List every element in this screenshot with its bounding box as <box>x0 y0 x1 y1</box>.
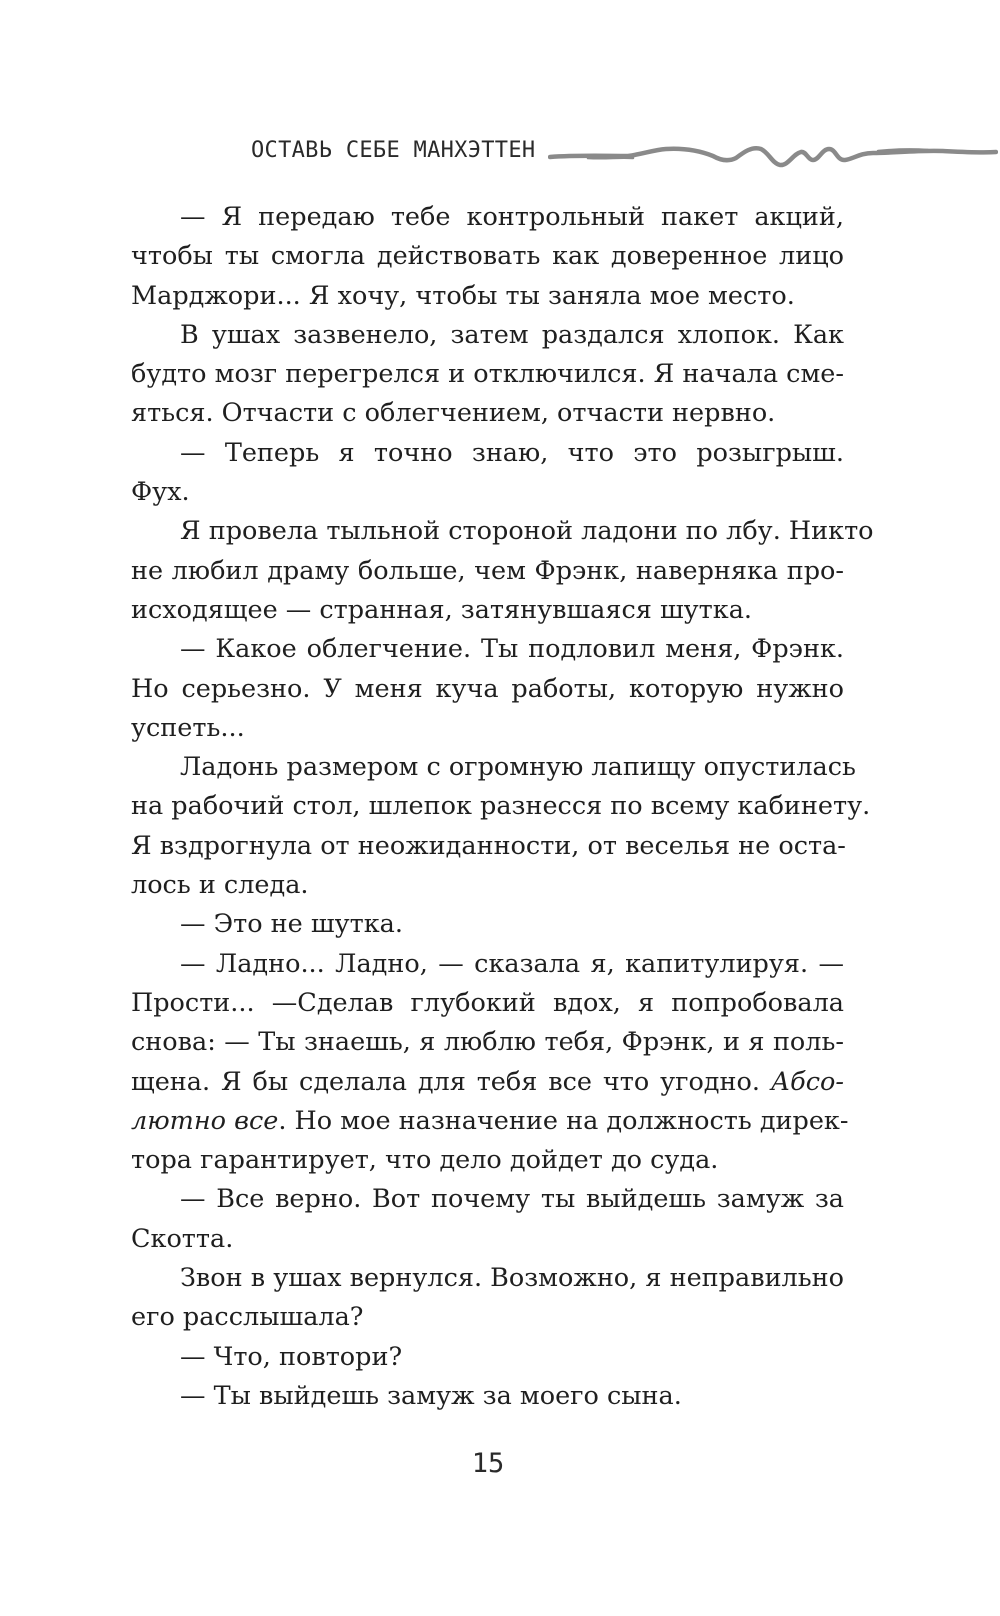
text-line: — Я передаю тебе контрольный пакет акций, <box>180 202 844 232</box>
text-line: — Какое облегчение. Ты подловил меня, Фрэнк. <box>180 634 844 665</box>
text-line: Ладонь размером с огромную лапищу опустилась <box>180 752 856 783</box>
text-line: Я провела тыльной стороной ладони по лбу. Никто <box>180 516 874 547</box>
text-line: Прости... —Сделав глубокий вдох, я попробовала <box>131 987 844 1018</box>
text-line: не любил драму больше, чем Фрэнк, наверняка про- <box>131 555 844 586</box>
text-line: Марджори... Я хочу, чтобы ты заняла мое место. <box>131 280 795 311</box>
text-segment: щена. Я бы сделала для тебя все что угодно. <box>131 1066 771 1097</box>
text-line: чтобы ты смогла действовать как доверенное лицо <box>131 241 844 272</box>
text-line: будто мозг перегрелся и отключился. Я начала сме- <box>131 359 844 390</box>
text-line: Фух. <box>131 477 190 508</box>
italic-text: лютно все <box>131 1105 279 1136</box>
text-line: успеть... <box>131 712 245 743</box>
text-line <box>131 1063 844 1102</box>
text-line: Звон в ушах вернулся. Возможно, я неправильно <box>180 1263 844 1294</box>
page-number: 15 <box>471 1448 505 1479</box>
text-line: Я вздрогнула от неожиданности, от веселья не оста- <box>131 830 846 861</box>
italic-text: Абсо- <box>770 1066 844 1097</box>
text-line: яться. Отчасти с облегчением, отчасти нервно. <box>131 398 776 429</box>
text-line: В ушах зазвенело, затем раздался хлопок. Как <box>180 319 844 350</box>
text-line: снова: — Ты знаешь, я люблю тебя, Фрэнк, и я поль- <box>131 1027 844 1058</box>
text-line: тора гарантирует, что дело дойдет до суда. <box>131 1145 719 1176</box>
text-line: — Ладно... Ладно, — сказала я, капитулируя. — <box>180 948 844 979</box>
text-line: лось и следа. <box>131 870 309 901</box>
text-line: исходящее — странная, затянувшаяся шутка. <box>131 594 753 625</box>
running-header-title: ОСТАВЬ СЕБЕ МАНХЭТТЕН <box>251 138 536 163</box>
body-text <box>131 198 874 1416</box>
text-line: Скотта. <box>131 1223 234 1254</box>
text-segment: . Но мое назначение на должность дирек- <box>278 1105 849 1136</box>
squiggle-line-icon <box>548 136 998 180</box>
text-line <box>131 1102 849 1141</box>
text-line: — Теперь я точно знаю, что это розыгрыш. <box>180 437 844 468</box>
text-line: на рабочий стол, шлепок разнесся по всему кабинету. <box>131 791 871 822</box>
text-line: — Это не шутка. <box>180 909 403 940</box>
text-line: Но серьезно. У меня куча работы, которую нужно <box>131 673 844 704</box>
text-line: его расслышала? <box>131 1302 364 1333</box>
text-line: — Что, повтори? <box>180 1341 403 1372</box>
text-line: — Все верно. Вот почему ты выйдешь замуж за <box>180 1184 844 1215</box>
text-line: — Ты выйдешь замуж за моего сына. <box>180 1380 682 1411</box>
